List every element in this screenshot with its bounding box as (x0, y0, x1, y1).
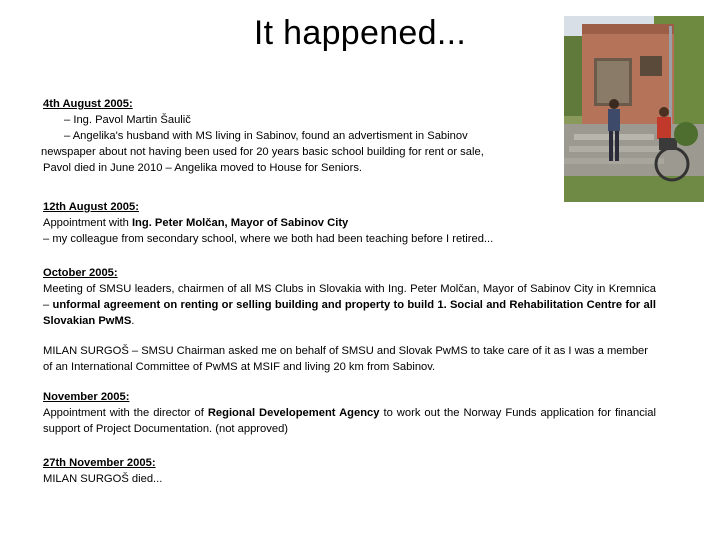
entry-line (43, 215, 663, 231)
mayor-name: Ing. Peter Molčan, Mayor of Sabinov City (131, 217, 349, 229)
agency-name: Regional Developement Agency (207, 407, 380, 419)
entry-date: November 2005: (43, 391, 130, 403)
entry-text: Appointment with (43, 217, 132, 229)
entry-text: Appointment with the director of (43, 407, 208, 419)
entry-date: 12th August 2005: (43, 201, 139, 213)
entry-oct-2005 (43, 265, 656, 329)
slide-title: It happened... (253, 14, 467, 52)
entry-aug-2005 (43, 96, 563, 176)
entry-date: October 2005: (43, 267, 118, 279)
entry-line: newspaper about not having been used for 20 years basic school building for rent or sale, (41, 146, 484, 158)
entry-date: 27th November 2005: (43, 457, 156, 469)
entry-date: 4th August 2005: (43, 98, 133, 110)
entry-paragraph (43, 281, 656, 329)
entry-line: MILAN SURGOŠ died... (43, 473, 163, 485)
entry-line: – Angelika's husband with MS living in Sabinov, found an advertisment in Sabinov (64, 130, 468, 142)
entry-paragraph: MILAN SURGOŠ – SMSU Chairman asked me on behalf of SMSU and Slovak PwMS to take care of it as I was a member of an International Committee of PwMS at MSIF and living 20 km from Sabinov. (43, 345, 648, 373)
entry-text: to work out the Norway Funds application for financial support of Project Documentation. (not approved) (43, 407, 656, 435)
entry-text: . (131, 315, 135, 327)
entry-27-nov-2005 (43, 455, 443, 487)
entry-line: – Ing. Pavol Martin Šaulič (64, 114, 191, 126)
building-photo (564, 16, 704, 202)
entry-paragraph (43, 405, 656, 437)
entry-surgos-request (43, 343, 659, 375)
agreement-text: unformal agreement on renting or selling building and property to build 1. Social and Rehabilitation Centre for all Slovakian PwMS (43, 299, 656, 327)
entry-text: Meeting of SMSU leaders, chairmen of all MS Clubs in Slovakia with Ing. Peter Molčan, Mayor of Sabinov City in Kremnica – (43, 283, 656, 311)
entry-12-aug-2005 (43, 199, 663, 247)
entry-line: Pavol died in June 2010 – Angelika moved to House for Seniors. (43, 162, 363, 174)
entry-line: – my colleague from secondary school, where we both had been teaching before I retired... (43, 233, 494, 245)
entry-nov-2005 (43, 389, 656, 437)
